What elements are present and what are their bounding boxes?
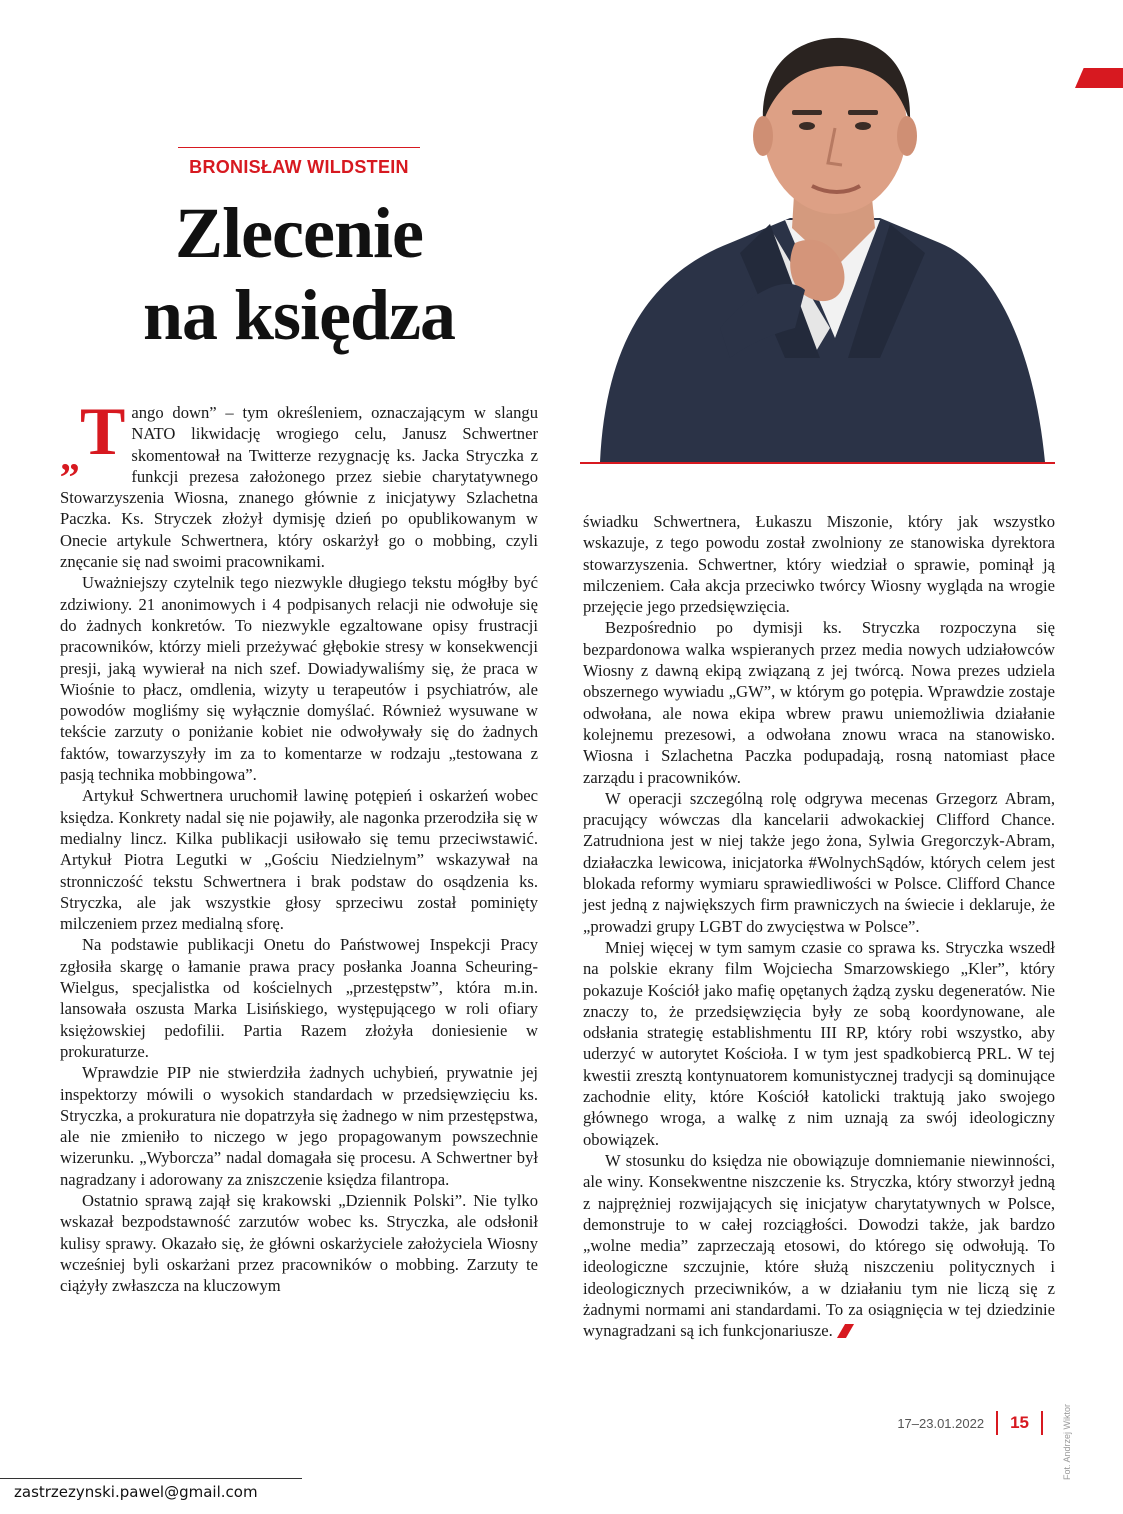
headline-line-1: Zlecenie	[175, 193, 423, 273]
footer-divider-right	[1041, 1411, 1043, 1435]
article-paragraph: W stosunku do księdza nie obowiązuje domniemanie niewinności, ale winy. Konsekwentne niszczenie ks. Stryczka, który stworzył jedną z najprężniej rozwijających się inicjatyw charytatywnych w Polsce, demonstruje to w całej rozciągłości. Dowodzi także, jak bardzo „wolne media” zaprzeczają etosowi, do którego się odwołują. To ideologiczne szczujnie, które służą niszczeniu politycznych i ideologicznych przeciwników, a w działaniu tym nie liczą się z żadnymi normami ani standardami. To za osiągnięcia w tej dziedzinie wynagradzani są ich funkcjonariusze.	[583, 1150, 1055, 1341]
photo-credit: Fot. Andrzej Wiktor	[1062, 1403, 1072, 1480]
article-column-left	[60, 393, 538, 1296]
article-paragraph: Wprawdzie PIP nie stwierdziła żadnych uchybień, prywatnie jej inspektorzy mówili o wysokich standardach w przedsięwzięciu ks. Stryczka, a prokuratura nie dopatrzyła się żadnego w nim przestępstwa, ale nie zmieniło to niczego w jego propagowanym powszechnie wizerunku. „Wyborcza” nadal domagała się procesu. A Schwertner był nagradzany i adorowany za zniszczenie księdza filantropa.	[60, 1063, 538, 1189]
watermark-email: zastrzezynski.pawel@gmail.com	[14, 1483, 258, 1501]
article-paragraph: Uważniejszy czytelnik tego niezwykle długiego tekstu mógłby być zdziwiony. 21 anonimowych i 4 podpisanych relacji nie odwołuje się do żadnych konkretów. To niezwykle egzaltowane opisy frustracji pracowników, którzy mieli przeżywać głębokie stresy w konsekwencji presji, jaką wywierał na nich szef. Dowiadywaliśmy się, że praca w Wiośnie to płacz, omdlenia, wizyty u terapeutów i psychiatrów, ale powodów mogliśmy się wyłącznie domyślać. Również wysuwane w tekście zarzuty o poniżanie kobiet nie odwoływały się do żadnych faktów, towarzyszyły im za to komentarze w rodzaju „testowana z pasją technika mobbingowa”.	[60, 573, 538, 785]
footer-divider	[996, 1411, 998, 1435]
article-paragraph: Mniej więcej w tym samym czasie co sprawa ks. Stryczka wszedł na polskie ekrany film Wojciecha Smarzowskiego „Kler”, który pokazuje Kościół jako mafię opętanych żądzą zysku degeneratów. Nie znaczy to, że przedsięwzięcia były ze sobą koordynowane, ale odsłania strategię establishmentu III RP, który robi wszystko, aby uderzyć w autorytet Kościoła. I w tym jest spadkobiercą PRL. W tej kwestii zresztą kontynuatorem komunistycznej tradycji są dominujące zachodnie elity, które Kościół katolicki traktują jako swojego głównego wroga, a walkę z nim uznają za swój ideologiczny obowiązek.	[583, 937, 1055, 1149]
article-paragraph: Artykuł Schwertnera uruchomił lawinę potępień i oskarżeń wobec księdza. Konkrety nadal się nie pojawiły, ale nagonka przerodziła się w medialny lincz. Kilka publikacji usiłowało się temu przeciwstawić. Artykuł Piotra Legutki w „Gościu Niedzielnym” wskazywał na stronniczość tekstu Schwertnera i brak podstaw do osądzenia ks. Stryczka, ale jak wszystkie głosy sprzeciwu został pominięty milczeniem przez medialną sforę.	[60, 786, 538, 934]
drop-cap: $_„$T	[60, 393, 126, 479]
article-paragraph: Ostatnio sprawą zajął się krakowski „Dziennik Polski”. Nie tylko wskazał bezpodstawność zarzutów wobec ks. Stryczka, ale odsłonił kulisy sprawy. Okazało się, że główni oskarżyciele założyciela Wiosny wcześniej byli oskarżani przez pracowników o mobbing. Zarzuty te ciążyły zwłaszcza na kluczowym	[60, 1190, 538, 1296]
issue-date: 17–23.01.2022	[897, 1415, 985, 1431]
headline-line-2: na księdza	[142, 275, 456, 355]
page-number: 15	[1010, 1413, 1029, 1432]
author-portrait-illustration	[580, 28, 1055, 462]
article-paragraph: Bezpośrednio po dymisji ks. Stryczka rozpoczyna się bezpardonowa walka wspieranych przez media nowych udziałowców Wiosny z dawną ekipą związaną z jej twórcą. Nowa prezes udziela obszernego wywiadu „GW”, w którym go potępia. Wprawdzie zostaje odwołana, ale nowa ekipa wbrew prawu uniemożliwia działanie kolejnemu prezesowi, a odwołana znowu wraca na stanowisko. Wiosna i Szlachetna Paczka podupadają, rosną natomiast płace zarządu i pracowników.	[583, 618, 1055, 787]
article-column-right	[583, 511, 1055, 1342]
photo-underline	[580, 462, 1055, 464]
author-byline: BRONISŁAW WILDSTEIN	[189, 157, 409, 177]
article-paragraph: $_„$T ango down” – tym określeniem, oznaczającym w slangu NATO likwidację wrogiego celu, Janusz Schwertner skomentował na Twitterze rezygnację ks. Jacka Stryczka z funkcji prezesa założonego przez siebie charytatywnego Stowarzyszenia Wiosna, znanego głównie z inicjatywy Szlachetna Paczka. Ks. Stryczek złożył dymisję dzień po opublikowanym w Onecie artykule Schwertnera, który oskarżył go o mobbing, czyli znęcanie się nad swoimi pracownikami.	[60, 393, 538, 572]
byline-rule	[178, 147, 420, 148]
article-paragraph: W operacji szczególną rolę odgrywa mecenas Grzegorz Abram, pracujący wówczas dla kancelarii adwokackiej Clifford Chance. Zatrudniona jest w niej także jego żona, Sylwia Gregorczyk-Abram, działaczka lewicowa, inicjatorka #WolnychSądów, których celem jest blokada reformy wymiaru sprawiedliwości w Polsce. Clifford Chance jest jedną z największych firm prawniczych na świecie i deklaruje, że „prowadzi grupy LGBT do zwycięstwa w Polsce”.	[583, 788, 1055, 936]
article-paragraph: Na podstawie publikacji Onetu do Państwowej Inspekcji Pracy zgłosiła skargę o łamanie prawa pracy posłanka Joanna Scheuring-Wielgus, specjalistka od kościelnych „przestępstw”, która m.in. lansowała oszusta Marka Lisińskiego, występującego w roli ofiary księżowskiej pedofilii. Partia Razem złożyła doniesienie w prokuraturze.	[60, 935, 538, 1061]
article-headline	[60, 192, 538, 356]
watermark-rule	[0, 1478, 302, 1479]
article-paragraph: świadku Schwertnera, Łukaszu Miszonie, który jak wszystko wskazuje, z tego powodu został zwolniony ze stanowiska dyrektora stowarzyszenia. Schwertner, który wiedział o sprawie, pominął ją milczeniem. Cała akcja przeciwko twórcy Wiosny wygląda na wrogie przejęcie jego przedsięwzięcia.	[583, 512, 1055, 617]
corner-accent-mark	[1075, 68, 1123, 88]
end-of-article-icon	[837, 1324, 854, 1338]
page-footer	[897, 1410, 1055, 1436]
author-photo	[580, 28, 1055, 462]
